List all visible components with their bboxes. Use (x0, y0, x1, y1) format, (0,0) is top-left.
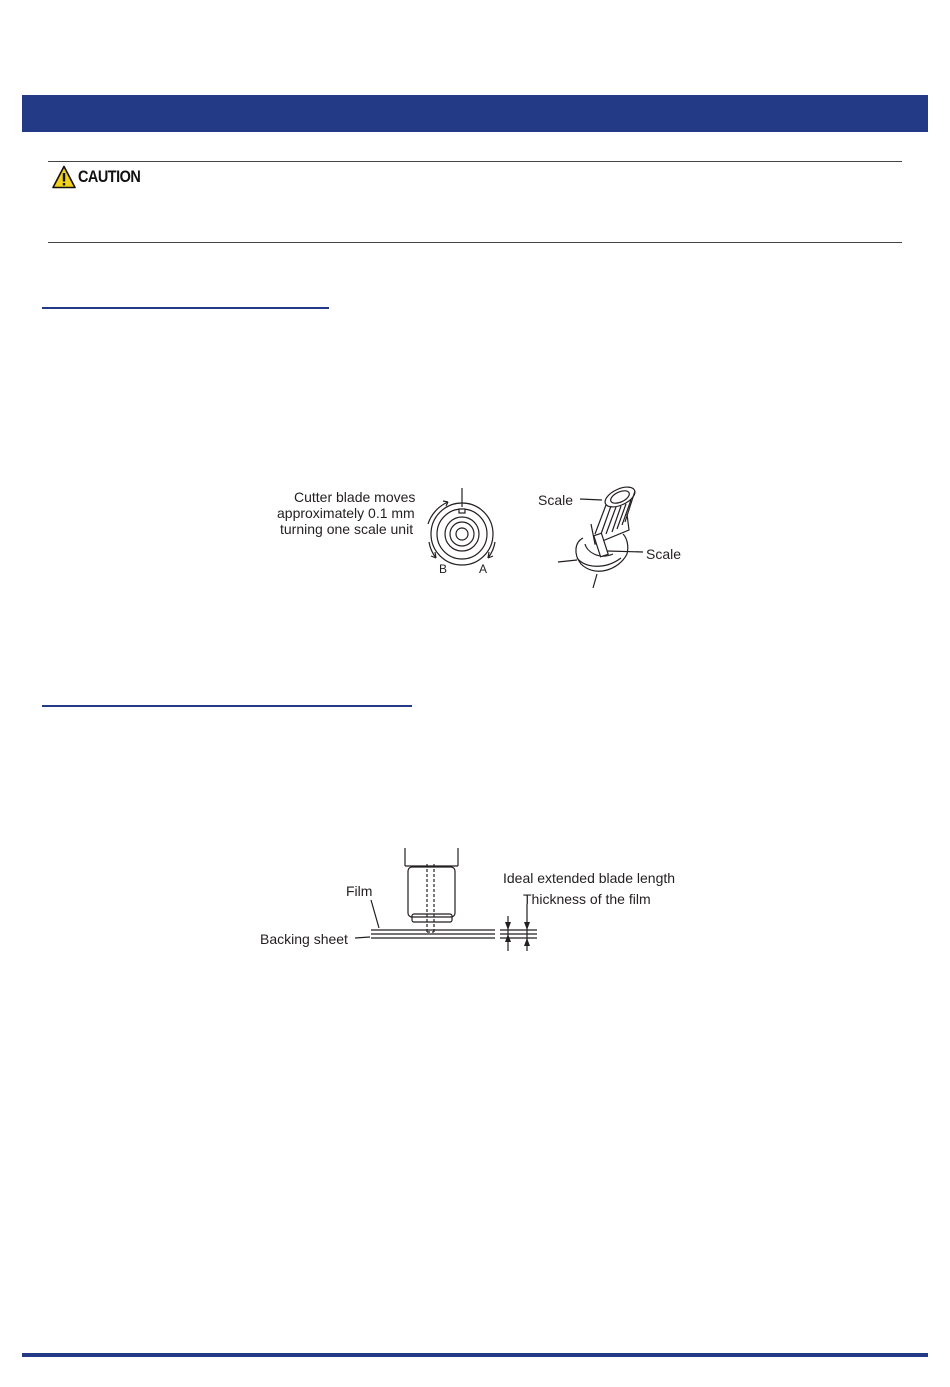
ideal-blade-length-label: Ideal extended blade length (503, 870, 676, 886)
dial-note-line-2: approximately 0.1 mm (277, 505, 415, 521)
dial-direction-b: B (439, 562, 448, 576)
backing-sheet-label: Backing sheet (260, 931, 348, 947)
film-thickness-label: Thickness of the film (523, 891, 651, 907)
caution-bottom-rule (48, 242, 902, 243)
caution-top-rule (48, 161, 902, 162)
section-1-heading-rule (42, 307, 329, 309)
film-label: Film (346, 883, 373, 899)
caution-heading (52, 164, 151, 190)
blade-length-diagram (355, 848, 545, 952)
footer-bar (22, 1353, 928, 1357)
dial-note-line-1: Cutter blade moves (294, 489, 416, 505)
blade-adjust-dial-figure (418, 486, 508, 576)
warning-triangle-icon (52, 165, 76, 189)
caution-label: CAUTION (78, 167, 141, 186)
header-bar (22, 95, 928, 132)
section-2-heading-rule (42, 705, 412, 707)
dial-note-line-3: turning one scale unit (280, 521, 414, 537)
holder-scale-label-bottom: Scale (646, 546, 682, 562)
dial-direction-a: A (479, 562, 488, 576)
holder-scale-label-top: Scale (538, 492, 574, 508)
